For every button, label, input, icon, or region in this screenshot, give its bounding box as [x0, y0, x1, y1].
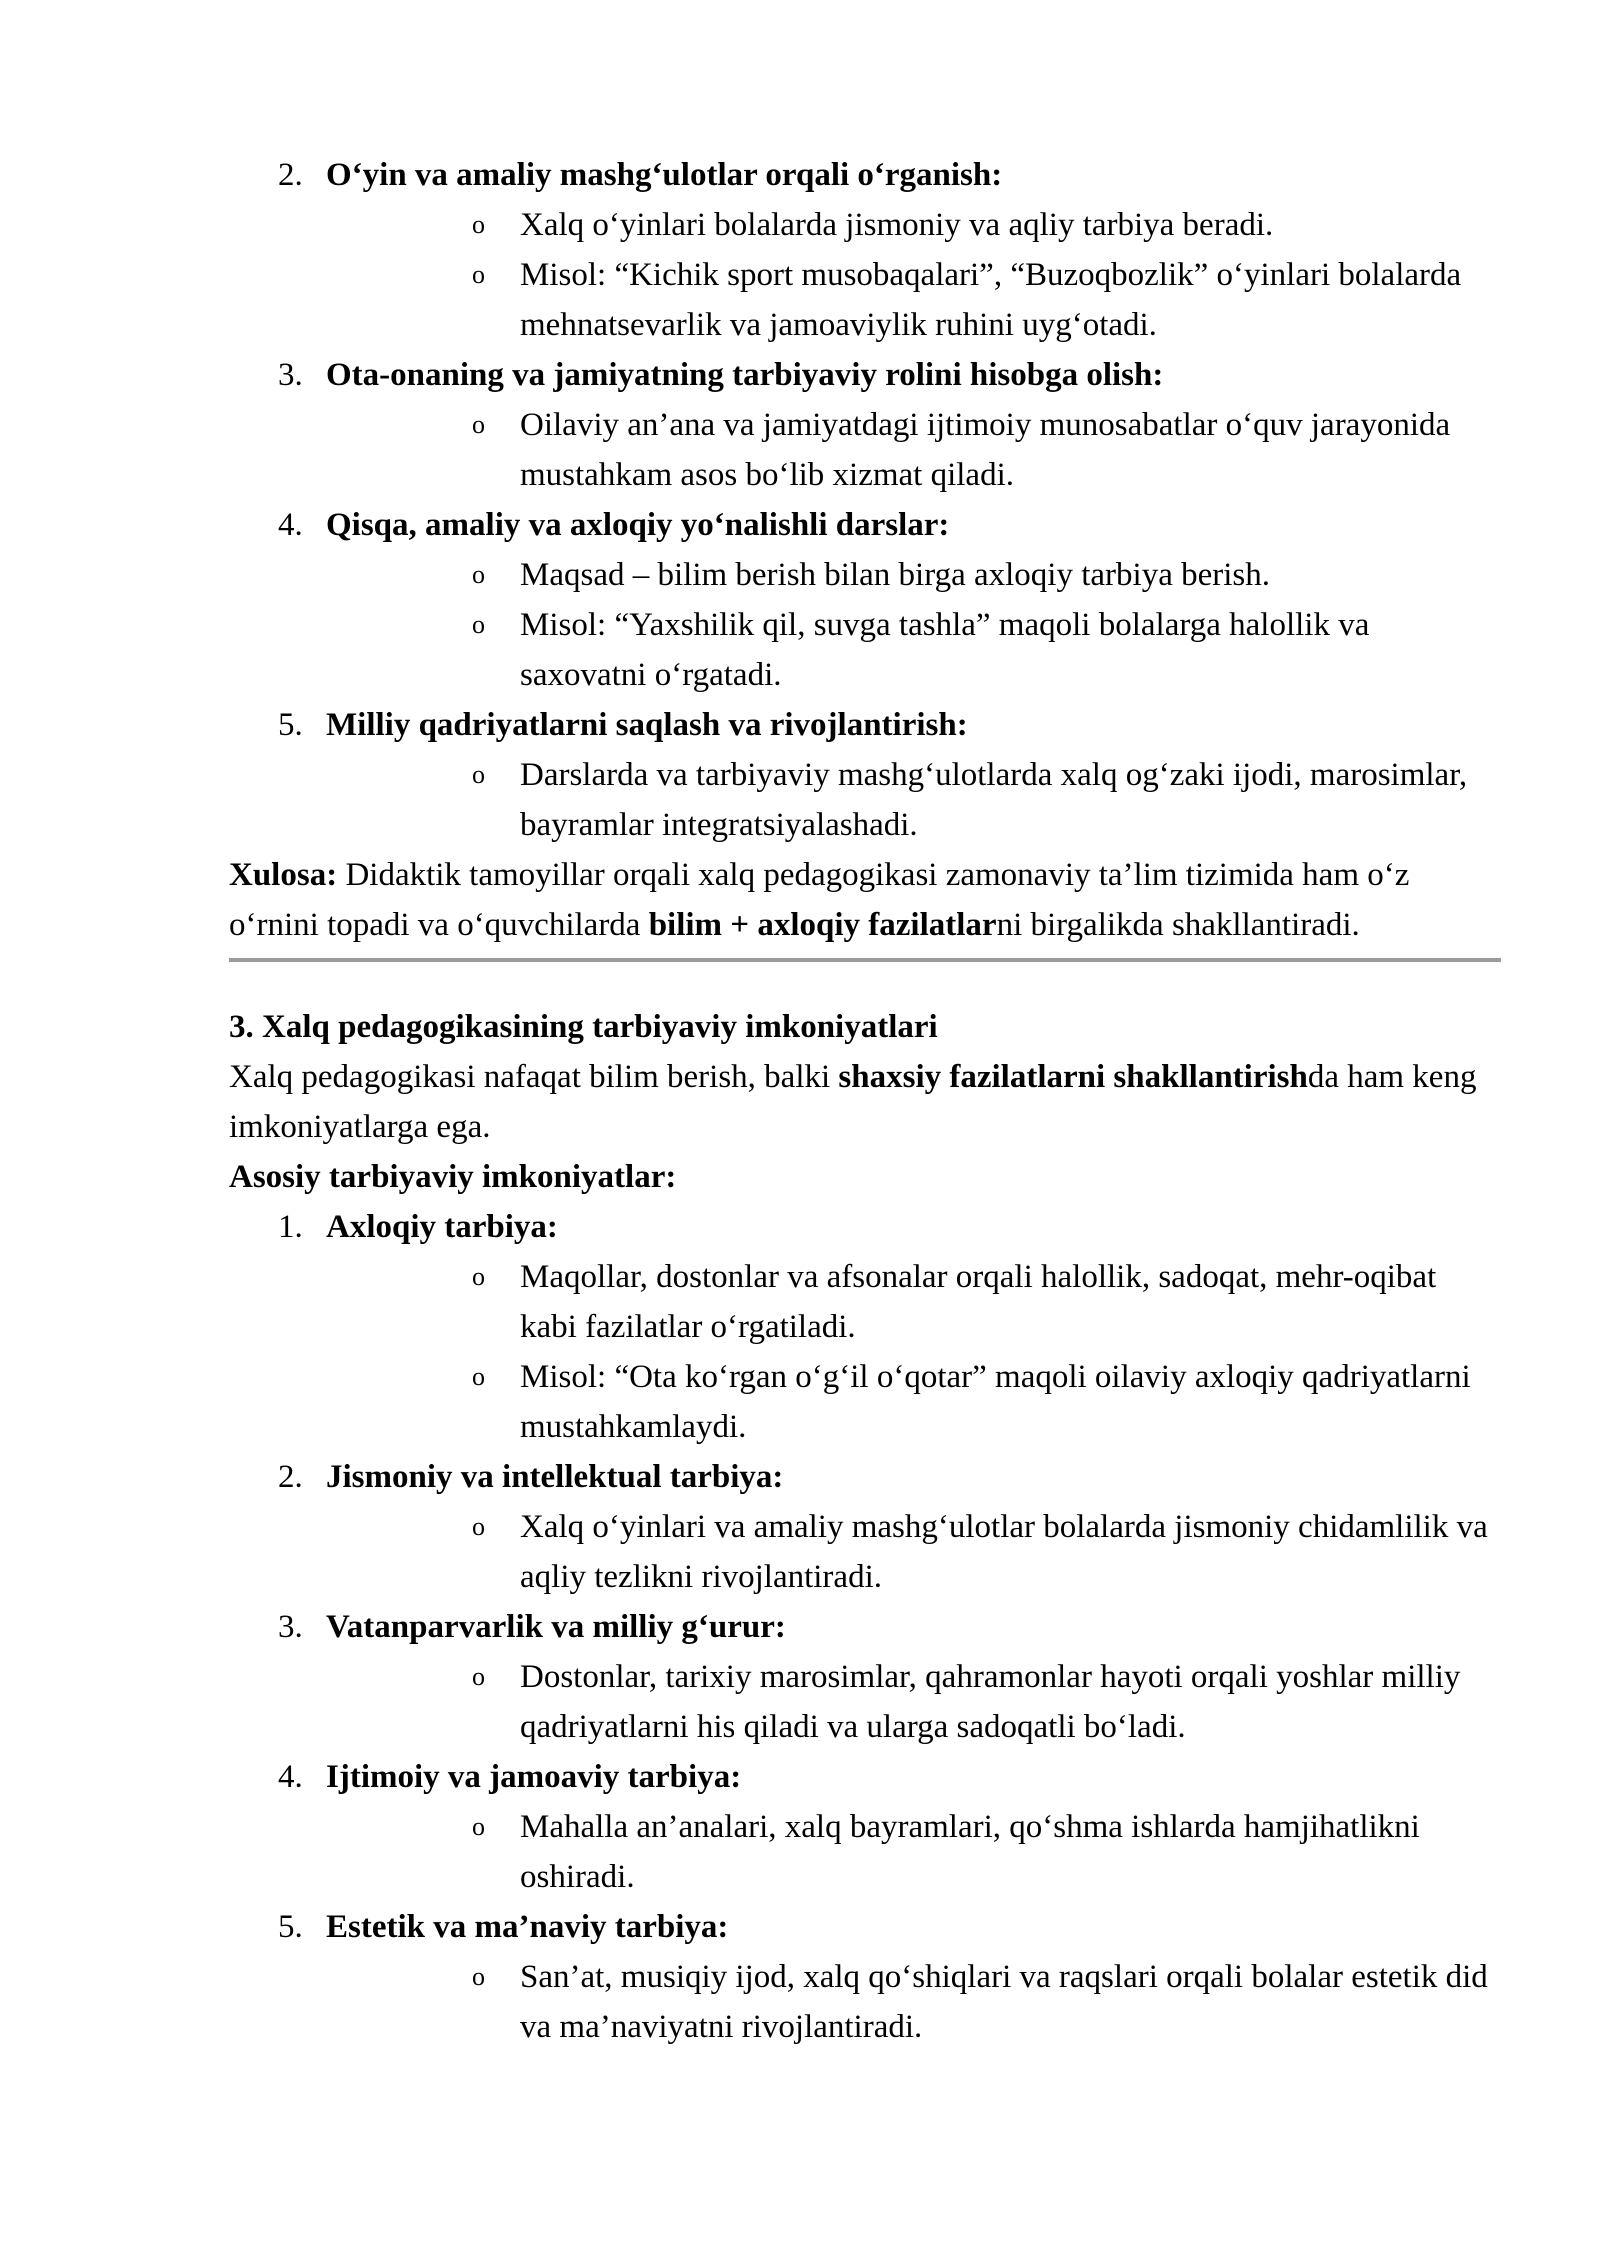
list-item — [229, 1452, 1501, 1602]
item-number: 4. — [278, 1759, 303, 1795]
item-number: 3. — [278, 357, 303, 393]
item-number: 4. — [278, 507, 303, 543]
item-title: Axloqiy tarbiya: — [326, 1209, 558, 1245]
item-title: O‘yin va amaliy mashg‘ulotlar orqali o‘rganish: — [326, 157, 1003, 193]
bullet-icon: o — [472, 260, 485, 289]
sub-list-item — [326, 1352, 1501, 1452]
bullet-icon: o — [472, 760, 485, 789]
item-title: Vatanparvarlik va milliy g‘urur: — [326, 1609, 786, 1645]
section-intro — [229, 1052, 1501, 1152]
sub-item-text: Mahalla an’analari, xalq bayramlari, qo‘shma ishlarda hamjihatlikni oshiradi. — [520, 1809, 1420, 1895]
item-number: 3. — [278, 1609, 303, 1645]
bullet-icon: o — [472, 1512, 485, 1541]
sub-list-item — [326, 200, 1501, 250]
bullet-icon: o — [472, 1262, 485, 1291]
sub-list — [326, 1652, 1501, 1752]
sub-list — [326, 400, 1501, 500]
item-title: Ota-onaning va jamiyatning tarbiyaviy rolini hisobga olish: — [326, 357, 1164, 393]
sub-list-item — [326, 400, 1501, 500]
bullet-icon: o — [472, 560, 485, 589]
sub-item-text: Darslarda va tarbiyaviy mashg‘ulotlarda xalq og‘zaki ijodi, marosimlar, bayramlar integratsiyalashadi. — [520, 757, 1468, 843]
item-number: 2. — [278, 157, 303, 193]
sub-list — [326, 550, 1501, 700]
sub-list-item — [326, 1502, 1501, 1602]
list-item — [229, 700, 1501, 850]
sub-item-text: Maqollar, dostonlar va afsonalar orqali halollik, sadoqat, mehr-oqibat kabi fazilatlar o‘rgatiladi. — [520, 1259, 1437, 1345]
item-title: Milliy qadriyatlarni saqlash va rivojlantirish: — [326, 707, 968, 743]
sub-item-text: Maqsad – bilim berish bilan birga axloqiy tarbiya berish. — [520, 557, 1270, 593]
sub-list — [326, 1952, 1501, 2052]
sub-item-text: Xalq o‘yinlari va amaliy mashg‘ulotlar bolalarda jismoniy chidamlilik va aqliy tezlikni rivojlantiradi. — [520, 1509, 1488, 1595]
section-heading-text: 3. Xalq pedagogikasining tarbiyaviy imkoniyatlari — [229, 1009, 938, 1045]
sub-item-text: Dostonlar, tarixiy marosimlar, qahramonlar hayoti orqali yoshlar milliy qadriyatlarni his qiladi va ularga sadoqatli bo‘ladi. — [520, 1659, 1461, 1745]
sub-list — [326, 200, 1501, 350]
bullet-icon: o — [472, 1662, 485, 1691]
sub-list-item — [326, 550, 1501, 600]
item-title: Ijtimoiy va jamoaviy tarbiya: — [326, 1759, 742, 1795]
item-title: Qisqa, amaliy va axloqiy yo‘nalishli darslar: — [326, 507, 950, 543]
item-number: 5. — [278, 1909, 303, 1945]
conclusion-bold: bilim + axloqiy fazilatlar — [648, 907, 997, 943]
horizontal-divider — [229, 958, 1501, 962]
sub-list-item — [326, 750, 1501, 850]
bullet-icon: o — [472, 1962, 485, 1991]
item-number: 5. — [278, 707, 303, 743]
sub-list-item — [326, 1952, 1501, 2052]
sub-item-text: Xalq o‘yinlari bolalarda jismoniy va aqliy tarbiya beradi. — [520, 207, 1274, 243]
item-number: 1. — [278, 1209, 303, 1245]
sub-item-text: Oilaviy an’ana va jamiyatdagi ijtimoiy munosabatlar o‘quv jarayonida mustahkam asos bo‘lib xizmat qiladi. — [520, 407, 1451, 493]
sub-list-item — [326, 1252, 1501, 1352]
conclusion-label: Xulosa: — [229, 857, 338, 893]
sub-list-item — [326, 600, 1501, 700]
sub-item-text: Misol: “Kichik sport musobaqalari”, “Buzoqbozlik” o‘yinlari bolalarda mehnatsevarlik va jamoaviylik ruhini uyg‘otadi. — [520, 257, 1462, 343]
section-subheading — [229, 1152, 1501, 1202]
didactic-principles-list — [229, 150, 1501, 850]
item-title: Estetik va ma’naviy tarbiya: — [326, 1909, 729, 1945]
list-item — [229, 350, 1501, 500]
bullet-icon: o — [472, 210, 485, 239]
sub-item-text: Misol: “Ota ko‘rgan o‘g‘il o‘qotar” maqoli oilaviy axloqiy qadriyatlarni mustahkamlaydi. — [520, 1359, 1471, 1445]
intro-bold: shaxsiy fazilatlarni shakllantirish — [838, 1059, 1308, 1095]
list-item — [229, 1902, 1501, 2052]
bullet-icon: o — [472, 410, 485, 439]
list-item — [229, 500, 1501, 700]
sub-list — [326, 1252, 1501, 1452]
document-content — [229, 150, 1501, 2052]
item-title: Jismoniy va intellektual tarbiya: — [326, 1459, 784, 1495]
sub-list — [326, 1502, 1501, 1602]
bullet-icon: o — [472, 610, 485, 639]
sub-list-item — [326, 1652, 1501, 1752]
educational-opportunities-list — [229, 1202, 1501, 2052]
section-heading — [229, 1002, 1501, 1052]
list-item — [229, 1602, 1501, 1752]
conclusion-text: Didaktik tamoyillar orqali xalq pedagogikasi zamonaviy ta’lim tizimida ham o‘z o‘rnini topadi va o‘quvchilarda — [229, 857, 1410, 943]
list-item — [229, 1752, 1501, 1902]
sub-list — [326, 750, 1501, 850]
sub-list — [326, 1802, 1501, 1902]
sub-item-text: Misol: “Yaxshilik qil, suvga tashla” maqoli bolalarga halollik va saxovatni o‘rgatadi. — [520, 607, 1370, 693]
bullet-icon: o — [472, 1362, 485, 1391]
item-number: 2. — [278, 1459, 303, 1495]
bullet-icon: o — [472, 1812, 485, 1841]
conclusion-paragraph — [229, 850, 1501, 950]
subheading-text: Asosiy tarbiyaviy imkoniyatlar: — [229, 1159, 677, 1195]
sub-list-item — [326, 1802, 1501, 1902]
intro-text-end: da ham keng imkoniyatlarga ega. — [229, 1059, 1477, 1145]
sub-item-text: San’at, musiqiy ijod, xalq qo‘shiqlari va raqslari orqali bolalar estetik did va ma’naviyatni rivojlantiradi. — [520, 1959, 1488, 2045]
conclusion-text-end: ni birgalikda shakllantiradi. — [996, 907, 1360, 943]
list-item — [229, 150, 1501, 350]
intro-text: Xalq pedagogikasi nafaqat bilim berish, balki — [229, 1059, 839, 1095]
sub-list-item — [326, 250, 1501, 350]
list-item — [229, 1202, 1501, 1452]
